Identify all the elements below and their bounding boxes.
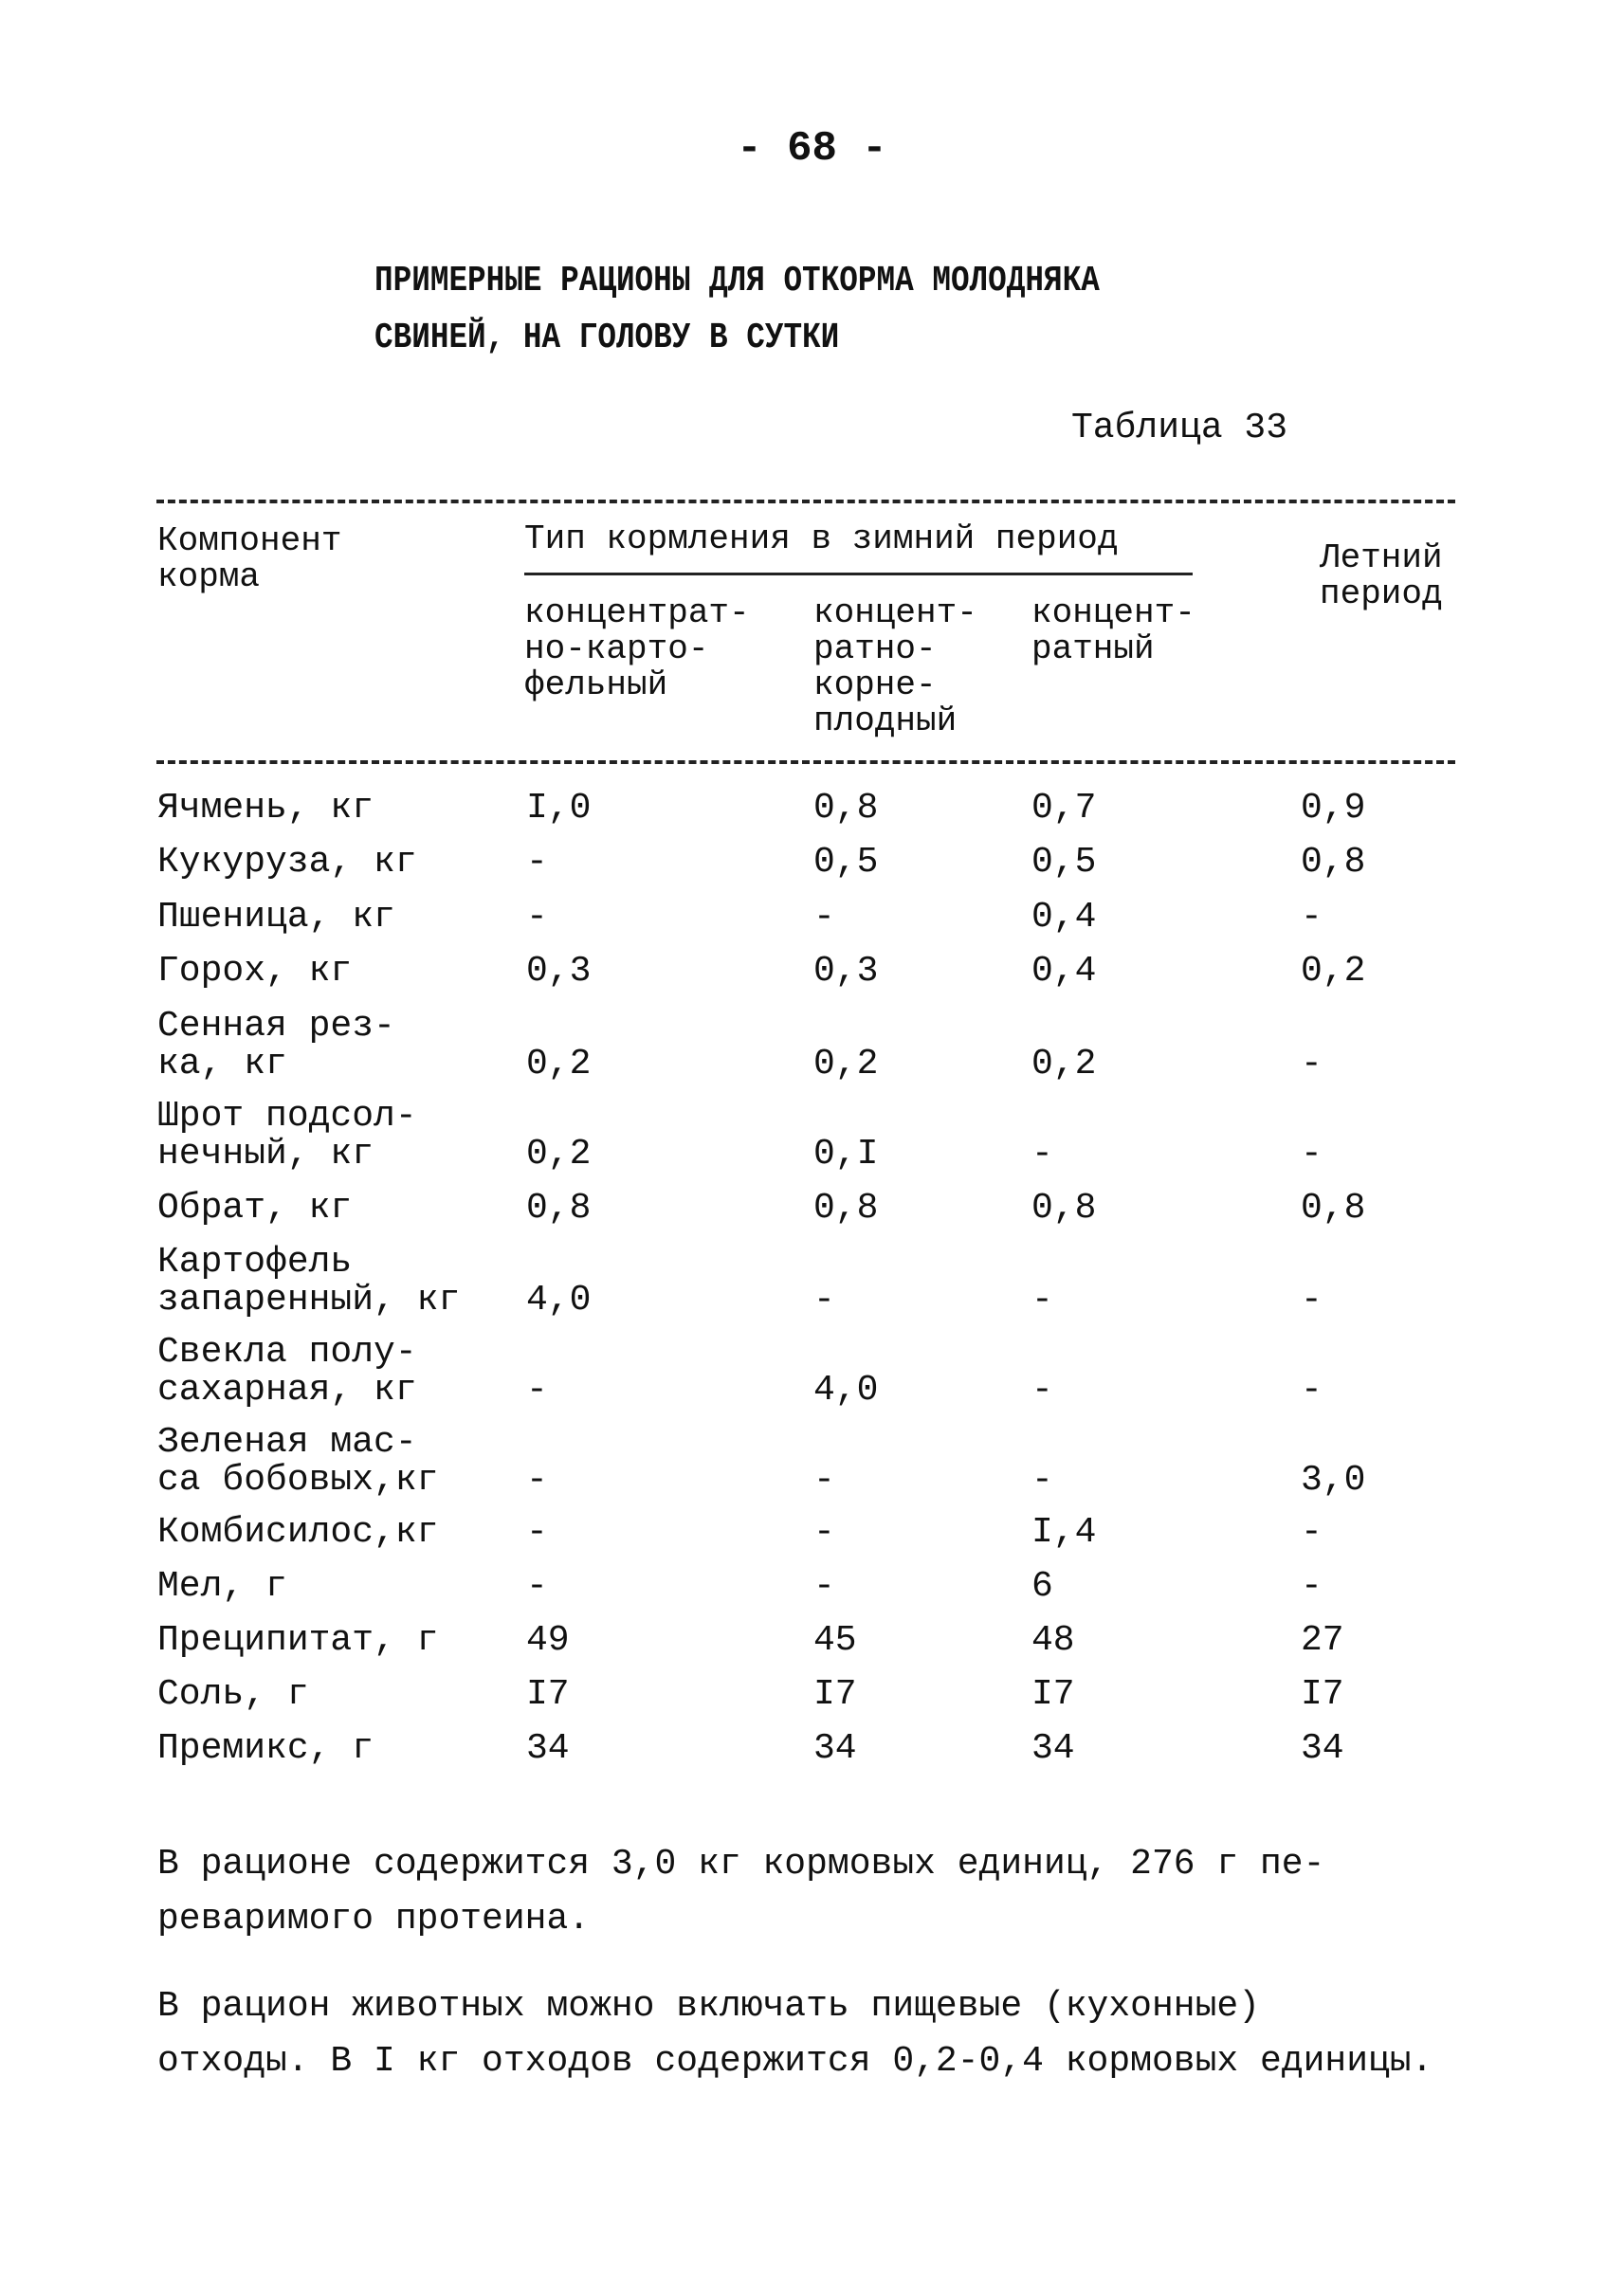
header-component: Компонент корма bbox=[157, 521, 342, 596]
cell-value: - bbox=[526, 1566, 548, 1607]
cell-value: 4,0 bbox=[813, 1370, 879, 1411]
header-type-concentrate-potato: концентрат- но-карто- фельный bbox=[524, 593, 750, 704]
cell-value: I7 bbox=[1031, 1674, 1075, 1715]
cell-component: Комбисилос,кг bbox=[157, 1512, 439, 1553]
cell-value: - bbox=[1301, 1280, 1323, 1321]
cell-value: - bbox=[526, 897, 548, 938]
cell-value: 0,2 bbox=[526, 1044, 592, 1084]
cell-value: - bbox=[1301, 1566, 1323, 1607]
cell-value: - bbox=[526, 1370, 548, 1411]
cell-value: - bbox=[1031, 1370, 1053, 1411]
header-winter-period: Тип кормления в зимний период bbox=[524, 519, 1119, 558]
table-top-rule bbox=[156, 500, 1455, 503]
cell-value: - bbox=[1301, 897, 1323, 938]
cell-component: Пшеница, кг bbox=[157, 897, 395, 938]
cell-value: 0,8 bbox=[813, 788, 879, 829]
cell-value: 49 bbox=[526, 1620, 570, 1661]
cell-value: I,0 bbox=[526, 788, 592, 829]
cell-value: 0,2 bbox=[1301, 951, 1366, 992]
cell-component: Зеленая мас- са бобовых,кг bbox=[157, 1422, 439, 1501]
cell-value: 0,4 bbox=[1031, 897, 1097, 938]
cell-component: Горох, кг bbox=[157, 951, 353, 992]
cell-value: - bbox=[1031, 1280, 1053, 1321]
cell-value: 0,3 bbox=[813, 951, 879, 992]
cell-value: 0,I bbox=[813, 1134, 879, 1175]
cell-component: Премикс, г bbox=[157, 1728, 374, 1769]
cell-value: - bbox=[813, 1566, 835, 1607]
cell-value: 3,0 bbox=[1301, 1460, 1366, 1501]
cell-value: 34 bbox=[813, 1728, 857, 1769]
cell-component: Сенная рез- ка, кг bbox=[157, 1006, 395, 1084]
cell-value: 4,0 bbox=[526, 1280, 592, 1321]
header-type-concentrate-rootcrop: концент- ратно- корне- плодный bbox=[813, 593, 977, 740]
cell-value: - bbox=[1301, 1512, 1323, 1553]
cell-value: 0,8 bbox=[1301, 842, 1366, 883]
cell-value: 0,5 bbox=[1031, 842, 1097, 883]
cell-value: 0,8 bbox=[1031, 1188, 1097, 1229]
note-paragraph-feed-units: В рационе содержится 3,0 кг кормовых единиц, 276 г пе- реваримого протеина. bbox=[157, 1844, 1325, 1940]
cell-value: 34 bbox=[526, 1728, 570, 1769]
cell-value: 0,5 bbox=[813, 842, 879, 883]
page-number: - 68 - bbox=[737, 125, 887, 173]
cell-component: Мел, г bbox=[157, 1566, 287, 1607]
document-title-line-2: СВИНЕЙ, НА ГОЛОВУ В СУТКИ bbox=[374, 318, 840, 358]
cell-value: - bbox=[813, 1512, 835, 1553]
cell-value: I7 bbox=[813, 1674, 857, 1715]
cell-value: 0,4 bbox=[1031, 951, 1097, 992]
cell-value: - bbox=[526, 842, 548, 883]
document-title-line-1: ПРИМЕРНЫЕ РАЦИОНЫ ДЛЯ ОТКОРМА МОЛОДНЯКА bbox=[374, 261, 1100, 301]
cell-value: - bbox=[526, 1512, 548, 1553]
cell-value: 48 bbox=[1031, 1620, 1075, 1661]
cell-value: - bbox=[813, 897, 835, 938]
cell-value: I7 bbox=[526, 1674, 570, 1715]
cell-value: 0,3 bbox=[526, 951, 592, 992]
cell-value: I,4 bbox=[1031, 1512, 1097, 1553]
cell-component: Преципитат, г bbox=[157, 1620, 439, 1661]
cell-value: - bbox=[1031, 1134, 1053, 1175]
cell-value: - bbox=[1301, 1370, 1323, 1411]
header-type-concentrate: концент- ратный bbox=[1031, 593, 1195, 668]
cell-value: - bbox=[1301, 1044, 1323, 1084]
cell-value: - bbox=[526, 1460, 548, 1501]
cell-value: 0,9 bbox=[1301, 788, 1366, 829]
cell-value: 0,2 bbox=[1031, 1044, 1097, 1084]
cell-value: - bbox=[813, 1460, 835, 1501]
cell-value: 34 bbox=[1301, 1728, 1344, 1769]
cell-component: Обрат, кг bbox=[157, 1188, 353, 1229]
header-summer-period: Летний период bbox=[1320, 538, 1443, 613]
cell-component: Картофель запаренный, кг bbox=[157, 1242, 461, 1321]
cell-value: - bbox=[1031, 1460, 1053, 1501]
table-caption: Таблица 33 bbox=[1071, 408, 1288, 448]
cell-value: 34 bbox=[1031, 1728, 1075, 1769]
cell-value: 0,8 bbox=[1301, 1188, 1366, 1229]
cell-value: 0,7 bbox=[1031, 788, 1097, 829]
cell-value: 0,8 bbox=[526, 1188, 592, 1229]
table-header-rule bbox=[156, 760, 1455, 764]
note-paragraph-food-waste: В рацион животных можно включать пищевые (кухонные) отходы. В I кг отходов содержится 0,2-0,4 кормовых единицы. bbox=[157, 1986, 1433, 2082]
header-winter-underline bbox=[524, 573, 1193, 575]
cell-value: 0,2 bbox=[813, 1044, 879, 1084]
cell-value: 45 bbox=[813, 1620, 857, 1661]
cell-component: Ячмень, кг bbox=[157, 788, 374, 829]
cell-value: I7 bbox=[1301, 1674, 1344, 1715]
cell-value: - bbox=[813, 1280, 835, 1321]
cell-value: 0,8 bbox=[813, 1188, 879, 1229]
cell-component: Свекла полу- сахарная, кг bbox=[157, 1332, 417, 1411]
cell-value: 6 bbox=[1031, 1566, 1053, 1607]
cell-value: - bbox=[1301, 1134, 1323, 1175]
cell-component: Кукуруза, кг bbox=[157, 842, 417, 883]
cell-component: Соль, г bbox=[157, 1674, 309, 1715]
cell-component: Шрот подсол- нечный, кг bbox=[157, 1096, 417, 1175]
cell-value: 27 bbox=[1301, 1620, 1344, 1661]
cell-value: 0,2 bbox=[526, 1134, 592, 1175]
